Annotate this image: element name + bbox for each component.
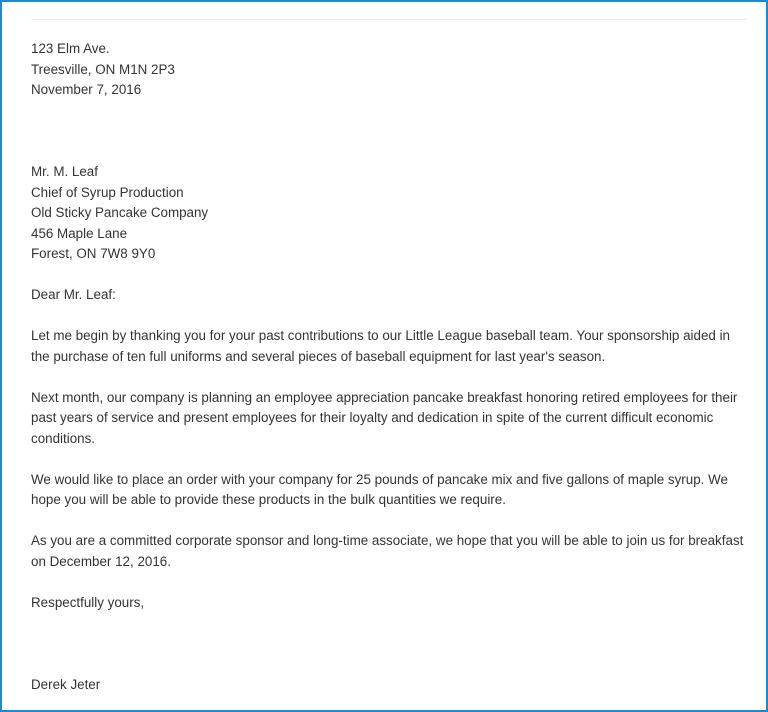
paragraph-line: on December 12, 2016.	[31, 553, 171, 569]
sender-address-line2: Treesville, ON M1N 2P3	[31, 61, 175, 77]
recipient-title: Chief of Syrup Production	[31, 184, 184, 200]
recipient-address-line2: Forest, ON 7W8 9Y0	[31, 246, 156, 261]
paragraph-line: past years of service and present employees for their loyalty and dedication in spite of the current difficult economic	[31, 410, 714, 425]
spacer	[31, 265, 751, 286]
salutation: Dear Mr. Leaf:	[31, 287, 116, 302]
closing: Respectfully yours,	[31, 594, 145, 610]
recipient-company: Old Sticky Pancake Company	[31, 205, 209, 220]
paragraph-line: We would like to place an order with your company for 25 pounds of pancake mix and five gallons of maple syrup. We	[31, 471, 728, 487]
signature-space	[31, 613, 751, 675]
paragraph-invitation	[31, 531, 751, 572]
paragraph-line: As you are a committed corporate sponsor and long-time associate, we hope that you will be able to join us for breakfast	[31, 533, 744, 548]
letter-date: November 7, 2016	[31, 82, 142, 97]
paragraph-line: Next month, our company is planning an employee appreciation pancake breakfast honoring retired employees for their	[31, 389, 738, 405]
paragraph-line: conditions.	[31, 430, 96, 446]
paragraph-thanks	[31, 326, 751, 367]
signature-name: Derek Jeter	[31, 676, 101, 692]
recipient-block	[31, 162, 751, 265]
sender-block	[31, 39, 751, 101]
paragraph-line: Let me begin by thanking you for your past contributions to our Little League baseball team. Your sponsorship aided in	[31, 328, 730, 343]
spacer	[31, 511, 751, 532]
spacer	[31, 449, 751, 470]
paragraph-breakfast	[31, 388, 751, 450]
paragraph-line: hope you will be able to provide these products in the bulk quantities we require.	[31, 492, 506, 507]
paragraph-order	[31, 470, 751, 511]
recipient-name: Mr. M. Leaf	[31, 164, 98, 179]
letter-body	[31, 39, 751, 695]
top-divider	[31, 19, 747, 20]
sender-address-line1: 123 Elm Ave.	[31, 41, 110, 56]
spacer	[31, 367, 751, 388]
spacer	[31, 572, 751, 593]
paragraph-line: the purchase of ten full uniforms and several pieces of baseball equipment for last year's season.	[31, 348, 606, 364]
spacer	[31, 101, 751, 163]
recipient-address-line1: 456 Maple Lane	[31, 225, 128, 241]
spacer	[31, 306, 751, 327]
